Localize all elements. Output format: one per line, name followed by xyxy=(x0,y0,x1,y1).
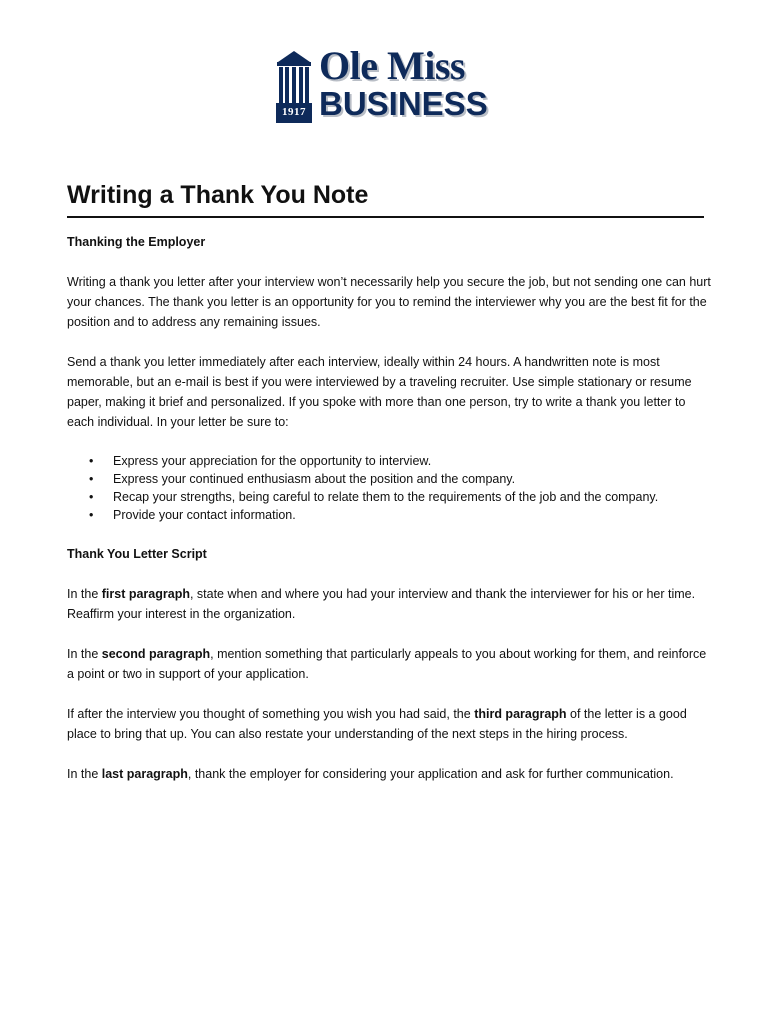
bold-term: second paragraph xyxy=(101,647,211,661)
title-divider xyxy=(67,216,704,218)
list-item-text: Recap your strengths, being careful to relate them to the requirements of the job and the company. xyxy=(113,490,659,504)
list-item-text: Express your appreciation for the opportunity to interview. xyxy=(113,454,432,468)
list-item xyxy=(67,488,712,506)
text-segment: In the xyxy=(67,587,102,601)
paragraph-intro: Writing a thank you letter after your interview won’t necessarily help you secure the job, but not sending one can hurt your chances. The thank you letter is an opportunity for you to remind the interviewer why you are the best fit for the position and to address any remaining issues. xyxy=(67,275,711,329)
bold-term: first paragraph xyxy=(101,587,190,601)
list-item xyxy=(67,470,712,488)
bullet-icon: • xyxy=(89,472,94,486)
paragraph-first xyxy=(67,584,712,624)
list-item-text: Express your continued enthusiasm about the position and the company. xyxy=(113,472,516,486)
logo-name: Ole Miss xyxy=(319,43,465,88)
text-segment: In the xyxy=(67,647,102,661)
section-heading-thanking-employer: Thanking the Employer xyxy=(67,235,206,249)
logo-business: BUSINESS xyxy=(319,85,488,122)
bold-term: third paragraph xyxy=(474,707,567,721)
text-segment: , mention something that particularly appeals to you about working for them, and reinforce a point or two in support of your application. xyxy=(67,647,707,681)
bullet-icon: • xyxy=(89,454,94,468)
section-heading-letter-script: Thank You Letter Script xyxy=(67,547,207,561)
paragraph-last xyxy=(67,764,712,784)
text-segment: In the xyxy=(67,767,102,781)
bullet-icon: • xyxy=(89,490,94,504)
list-item-text: Provide your contact information. xyxy=(113,508,296,522)
document-body xyxy=(67,232,712,804)
list-item xyxy=(67,506,712,524)
checklist xyxy=(67,452,712,524)
text-segment: , state when and where you had your interview and thank the interviewer for his or her time. Reaffirm your interest in the organization. xyxy=(67,587,696,621)
paragraph-second xyxy=(67,644,712,684)
text-segment: , thank the employer for considering your application and ask for further communication. xyxy=(187,767,674,781)
ole-miss-business-logo xyxy=(274,44,494,128)
paragraph-send-letter: Send a thank you letter immediately after each interview, ideally within 24 hours. A handwritten note is most memorable, but an e-mail is best if you were interviewed by a traveling recruiter. Use simple stationary or resume paper, making it brief and personalized. If you spoke with more than one person, try to write a thank you letter to each individual. In your letter be sure to: xyxy=(67,355,692,429)
page-title: Writing a Thank You Note xyxy=(67,181,369,209)
bullet-icon: • xyxy=(89,508,94,522)
logo-year: 1917 xyxy=(282,106,306,118)
text-segment: If after the interview you thought of something you wish you had said, the xyxy=(67,707,475,721)
bold-term: last paragraph xyxy=(101,767,188,781)
paragraph-third xyxy=(67,704,712,744)
text-segment: of the letter is a good place to bring that up. You can also restate your understanding of the next steps in the hiring process. xyxy=(67,707,687,741)
list-item xyxy=(67,452,712,470)
